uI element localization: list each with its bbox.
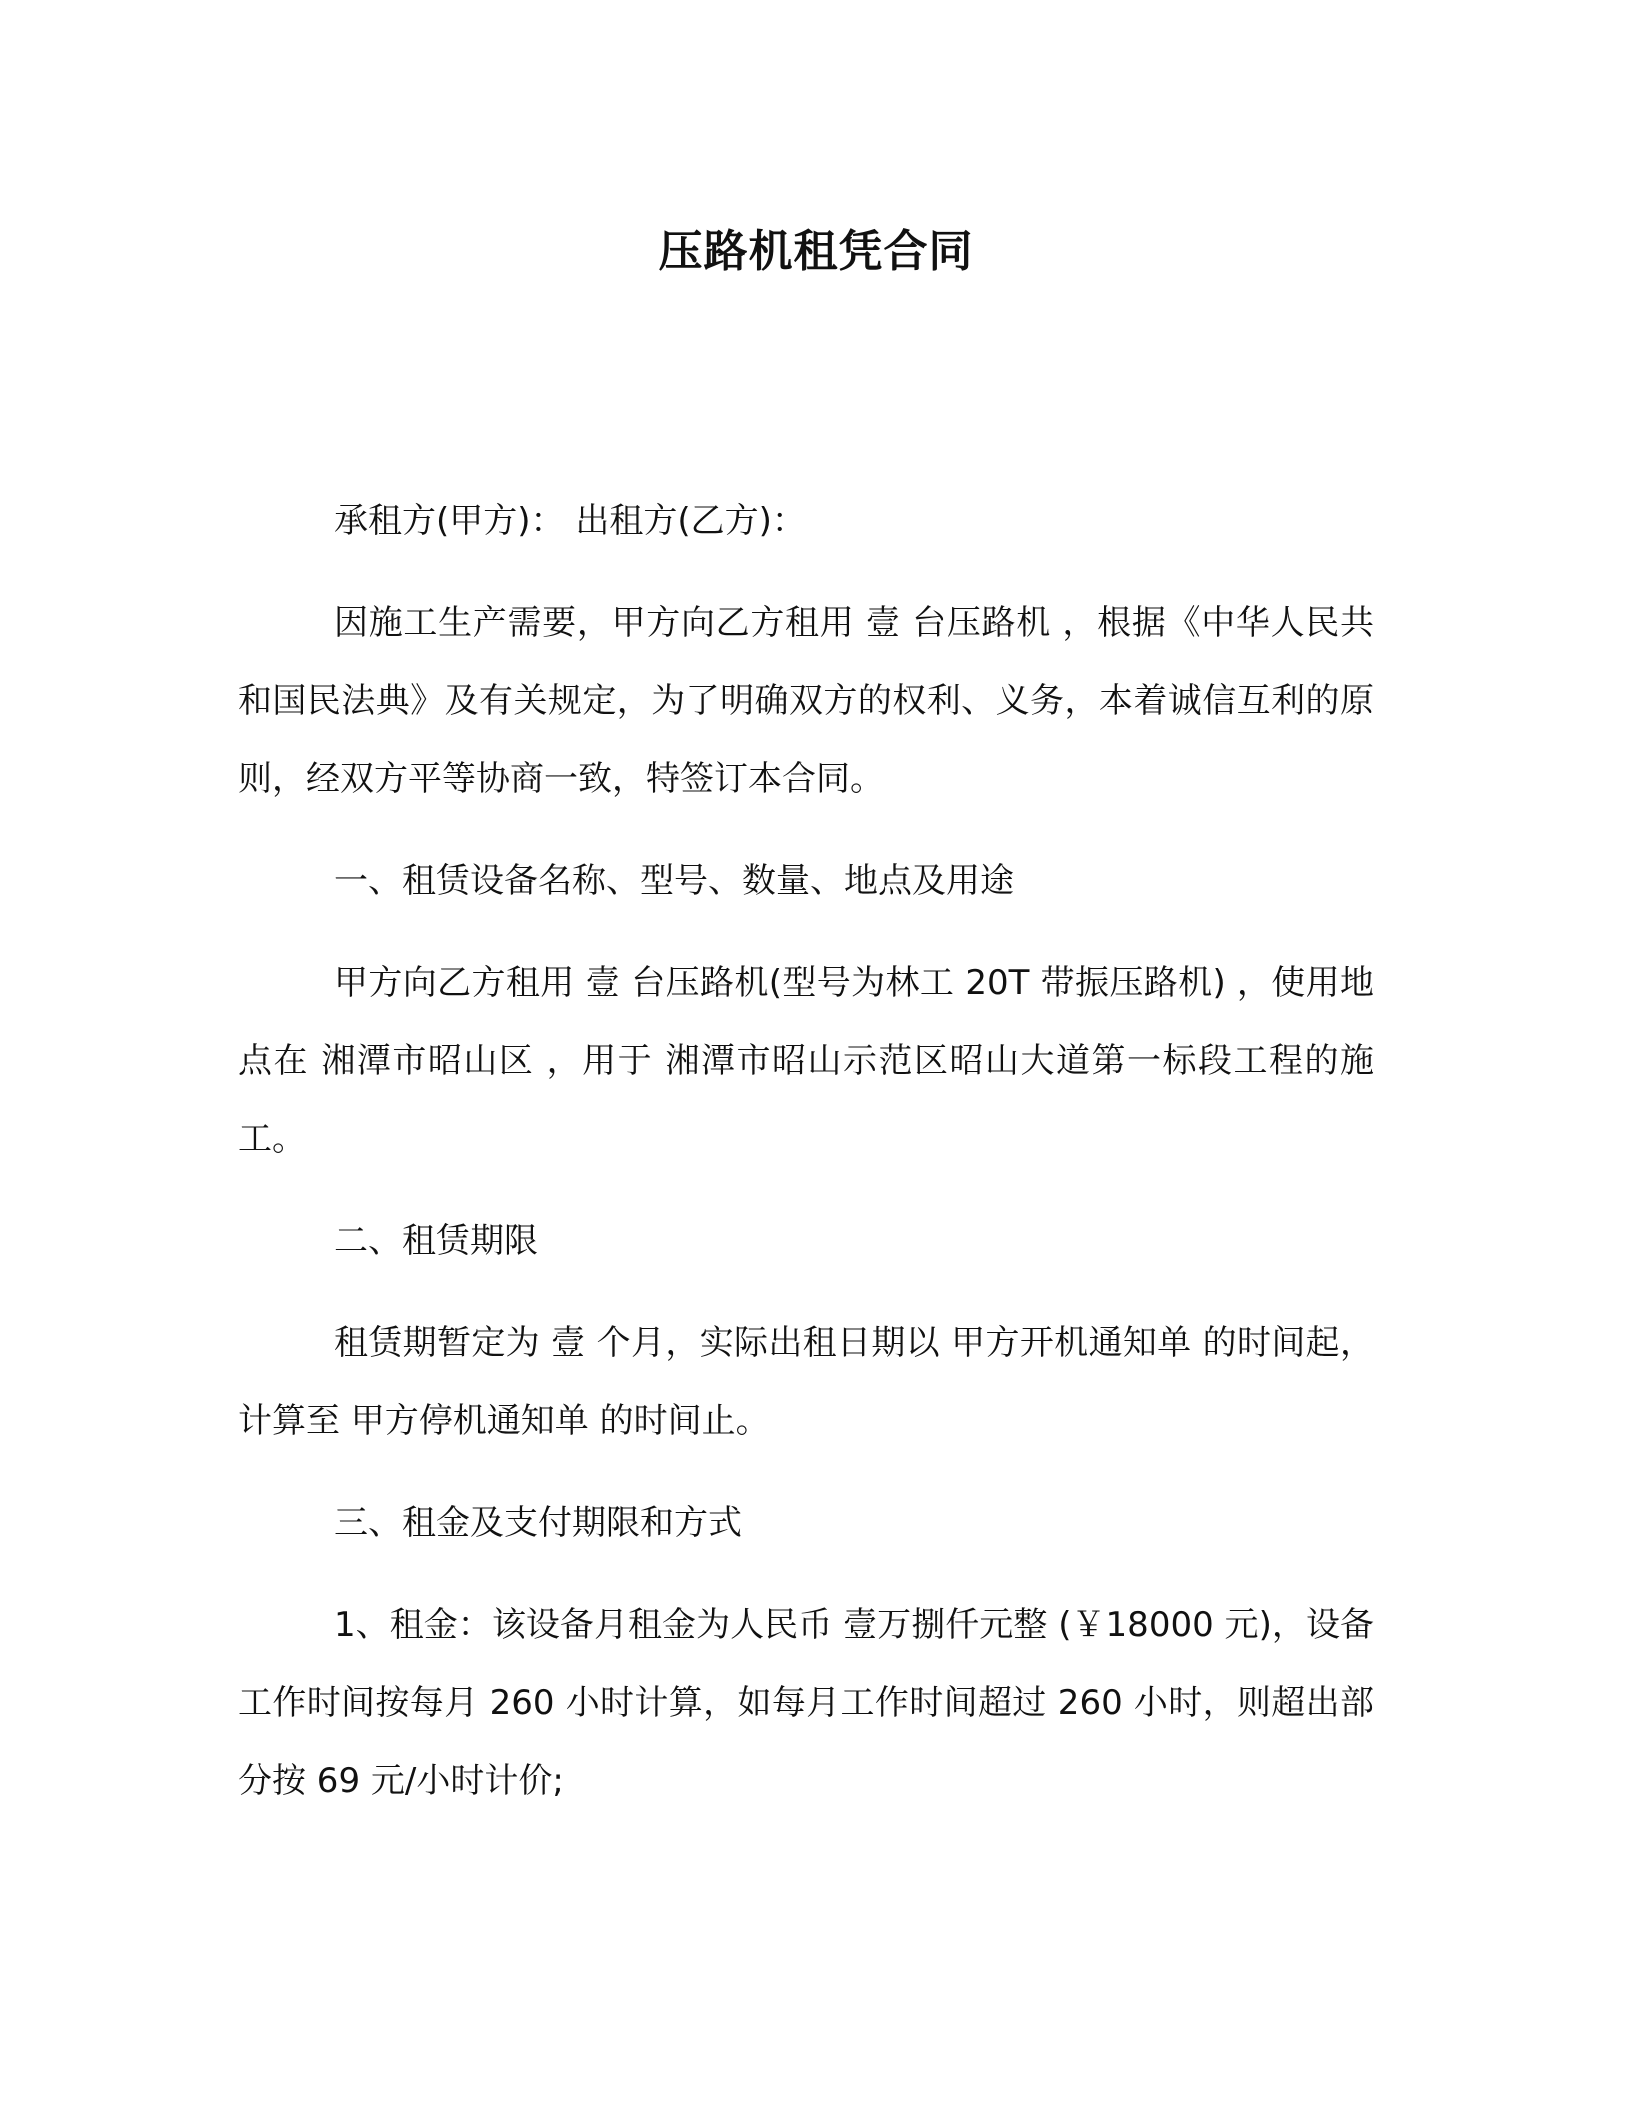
parties-line: 承租方(甲方)： 出租方(乙方)： bbox=[334, 501, 806, 541]
section-3-heading: 三、租金及支付期限和方式 bbox=[334, 1503, 742, 1543]
section-2-body: 租赁期暂定为 壹 个月，实际出租日期以 甲方开机通知单 的时间起，计算至 甲方停机通知单 的时间止。 bbox=[238, 1323, 1374, 1441]
section-3-item-1: 1、租金：该设备月租金为人民币 壹万捌仟元整 (￥18000 元)，设备工作时间按每月 260 小时计算，如每月工作时间超过 260 小时，则超出部分按 69 元/小时计价; bbox=[238, 1605, 1374, 1801]
section-1-body: 甲方向乙方租用 壹 台压路机(型号为林工 20T 带振压路机) ，使用地点在 湘潭市昭山区 ，用于 湘潭市昭山示范区昭山大道第一标段工程的施工。 bbox=[238, 963, 1374, 1159]
section-2-heading: 二、租赁期限 bbox=[334, 1221, 538, 1261]
intro-paragraph: 因施工生产需要，甲方向乙方租用 壹 台压路机 ，根据《中华人民共和国民法典》及有关规定，为了明确双方的权利、义务，本着诚信互利的原则，经双方平等协商一致，特签订本合同。 bbox=[238, 603, 1374, 799]
document-title: 压路机租凭合同 bbox=[658, 226, 974, 277]
section-1-heading: 一、租赁设备名称、型号、数量、地点及用途 bbox=[334, 861, 1014, 901]
